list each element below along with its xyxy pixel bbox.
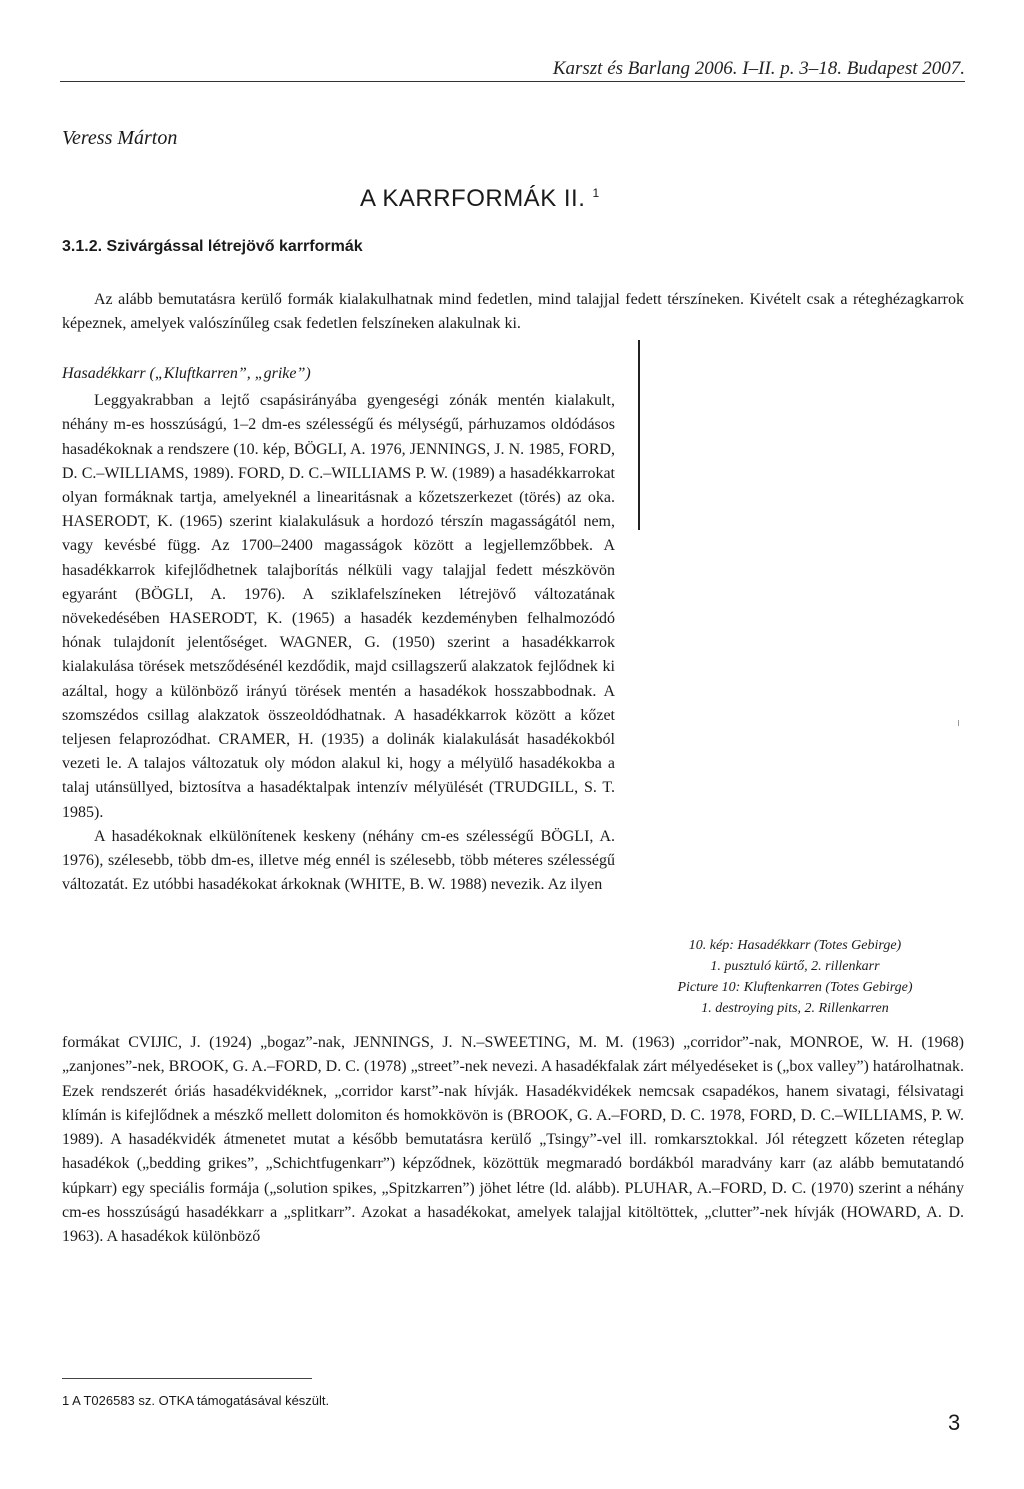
scan-mark (638, 340, 640, 530)
section-heading: 3.1.2. Szivárgással létrejövő karrformák (62, 238, 363, 255)
left-column (62, 362, 615, 897)
title-text: A KARRFORMÁK II. (360, 185, 586, 212)
caption-line-2: 1. pusztuló kürtő, 2. rillenkarr (710, 959, 880, 974)
caption-line-1: 10. kép: Hasadékkarr (Totes Gebirge) (688, 938, 902, 953)
title-footnote-mark: 1 (592, 186, 600, 200)
photo-area (638, 340, 966, 920)
subsection-heading: Hasadékkarr („Kluftkarren”, „grike”) (62, 365, 311, 382)
footnote: 1 A T026583 sz. OTKA támogatásával készült. (62, 1393, 330, 1408)
caption-line-4: 1. destroying pits, 2. Rillenkarren (701, 1001, 889, 1016)
intro-paragraph: Az alább bemutatásra kerülő formák kialakulhatnak mind fedetlen, mind talajjal fedett térszíneken. Kivételt csak a réteghézagkarrok képeznek, amelyek valószínűleg csak fedetlen felszíneken alakulnak ki. (62, 291, 964, 332)
left-paragraph-1: Leggyakrabban a lejtő csapásirányába gyengeségi zónák mentén kialakult, néhány m-es hosszúságú, 1–2 dm-es szélességű és mélységű, párhuzamos oldódásos hasadékoknak a rendszere (10. kép, BÖGLI, A. 1976, JENNINGS, J. N. 1985, FORD, D. C.–WILLIAMS, 1989). FORD, D. C.–WILLIAMS P. W. (1989) a hasadékkarrokat olyan formáknak tartja, amelyeknél a linearitásnak a kőzetszerkezet (törés) az oka. HASERODT, K. (1965) szerint kialakulásuk a hordozó térszín magasságától nem, vagy kevésbé függ. Az 1700–2400 magasságok között a legjellemzőbbek. A hasadékkarrok kifejlődhetnek talajborítás nélküli vagy talajjal fedett mészkövön egyaránt (BÖGLI, A. 1976). A sziklafelszíneken létrejövő változatának növekedésében HASERODT, K. (1965) a hasadék kezdeményben felhalmozódó hónak tulajdonít jelentőséget. WAGNER, G. (1950) szerint a hasadékkarrok kialakulása törések metsződésénél kezdődik, majd csillagszerű alakzatok fejlődnek ki azáltal, hogy a különböző irányú törések mentén a hasadékok hosszabbodnak. A szomszédos csillag alakzatok összeoldódhatnak. A hasadékkarrok között a kőzet teljesen felaprozódhat. CRAMER, H. (1935) a dolinák kialakulását hasadékokból vezeti le. A talajos változatuk oly módon alakul ki, hogy a mélyülő hasadékokba a talaj utánsüllyed, biztosítva a hasadéktalpak intenzív mélyülését (TRUDGILL, S. T. 1985). (62, 392, 615, 821)
article-title (360, 185, 600, 213)
figure-caption (620, 935, 970, 1019)
page-number: 3 (948, 1410, 961, 1435)
running-header: Karszt és Barlang 2006. I–II. p. 3–18. Budapest 2007. (552, 58, 965, 79)
caption-line-3: Picture 10: Kluftenkarren (Totes Gebirge) (677, 980, 913, 995)
scan-dot (958, 720, 959, 726)
full-width-paragraph: formákat CVIJIC, J. (1924) „bogaz”-nak, JENNINGS, J. N.–SWEETING, M. M. (1963) „corridor”-nak, MONROE, W. H. (1968) „zanjones”-nek, BROOK, G. A.–FORD, D. C. (1978) „street”-nek nevezi. A hasadékfalak zárt mélyedéseket is („box valley”) határolhatnak. Ezek rendszerét óriás hasadékvidéknek, „corridor karst”-nak hívják. Hasadékvidékek nemcsak csapadékos, hanem sivatagi, félsivatagi klímán is kifejlődnek a mészkő mellett dolomiton és homokkövön is (BROOK, G. A.–FORD, D. C. 1978, FORD, D. C.–WILLIAMS, P. W. 1989). A hasadékvidék átmenetet mutat a később bemutatásra kerülő „Tsingy”-vel ill. romkarsztokkal. Jól rétegzett kőzeten réteglap hasadékok („bedding grikes”, „Schichtfugenkarr”) képződnek, közöttük megmaradó bordákból maradvány karr (az alább bemutatandó kúpkarr) egy speciális formája („solution spikes, „Spitzkarren”) jöhet létre (ld. alább). PLUHAR, A.–FORD, D. C. (1970) szerint a néhány cm-es hosszúságú hasadékkarr a „splitkarr”. Azokat a hasadékokat, amelyek talajjal kitöltöttek, „clutter”-nek hívják (HOWARD, A. D. 1963). A hasadékok különböző (62, 1034, 964, 1246)
left-paragraph-2: A hasadékoknak elkülönítenek keskeny (néhány cm-es szélességű BÖGLI, A. 1976), szélesebb, több dm-es, illetve még ennél is szélesebb, több méteres szélességű változatát. Ez utóbbi hasadékokat árkoknak (WHITE, B. W. 1988) nevezik. Az ilyen (62, 827, 615, 894)
header-rule (60, 81, 965, 82)
footnote-rule (62, 1378, 312, 1379)
author-name: Veress Márton (62, 127, 178, 149)
